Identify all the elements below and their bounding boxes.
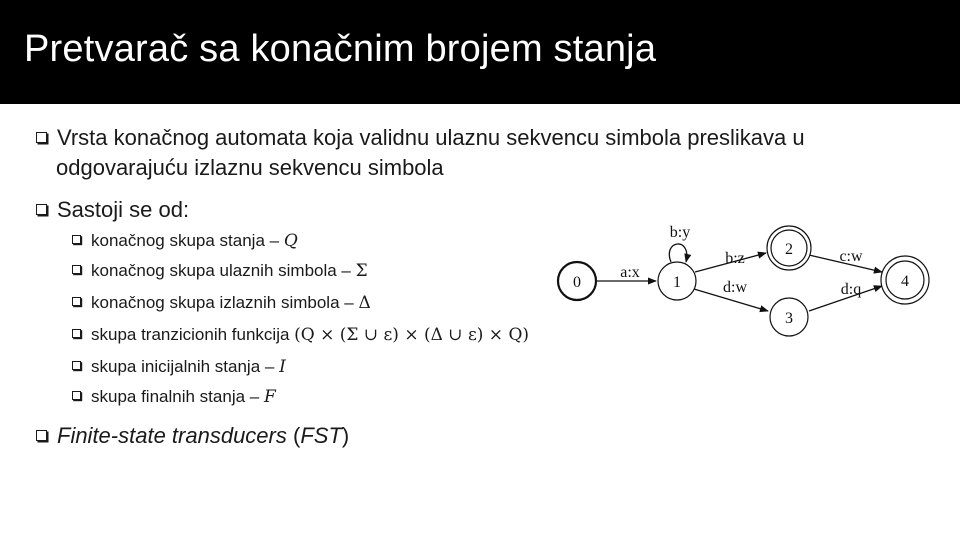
bullet-3-italic-1: Finite-state transducers [57, 423, 287, 448]
sub-bullet-6-text: skupa finalnih stanja – [91, 387, 264, 406]
sub-bullet-1-text: konačnog skupa stanja – [91, 231, 284, 250]
bullet-2-text: Sastoji se od: [57, 197, 190, 222]
bullet-3-close: ) [341, 423, 350, 448]
bullet-3-open: ( [286, 423, 301, 448]
edge-label-1-2: b:z [725, 250, 745, 267]
sub-bullet-2-math: Σ [355, 261, 368, 281]
state-0-label: 0 [573, 274, 581, 291]
edge-label-3-4: d:q [840, 281, 862, 298]
slide-title: Pretvarač sa konačnim brojem stanja [24, 28, 657, 70]
state-2-label: 2 [785, 241, 793, 258]
state-3-label: 3 [785, 310, 793, 327]
bullet-1-line-1: Vrsta konačnog automata koja validnu ulaznu sekvencu simbola preslikava u [57, 125, 805, 150]
sub-bullet-2-text: konačnog skupa ulaznih simbola – [91, 261, 356, 280]
state-4-label: 4 [901, 273, 909, 290]
sub-bullet-5-math: I [279, 357, 286, 377]
bullet-1-line-2: odgovarajuću izlaznu sekvencu simbola [56, 155, 444, 180]
sub-bullet-4-text: skupa tranzicionih funkcija [91, 325, 295, 344]
edge-label-2-4: c:w [839, 248, 863, 265]
edge-label-0-1: a:x [620, 264, 640, 281]
edge-label-loop: b:y [669, 224, 691, 241]
sub-bullet-1-math: Q [283, 231, 298, 251]
state-1-label: 1 [673, 274, 681, 291]
sub-bullet-4-math: (Q × (Σ ∪ ε) × (Δ ∪ ε) × Q) [294, 325, 530, 345]
edge-1-loop [669, 244, 686, 262]
sub-bullet-5-text: skupa inicijalnih stanja – [91, 357, 280, 376]
sub-bullet-3-math: Δ [358, 293, 371, 313]
bullet-3-italic-2: FST [300, 423, 342, 448]
sub-bullet-6-math: F [263, 387, 276, 407]
sub-bullet-3-text: konačnog skupa izlaznih simbola – [91, 293, 359, 312]
edge-label-1-3: d:w [723, 279, 747, 296]
